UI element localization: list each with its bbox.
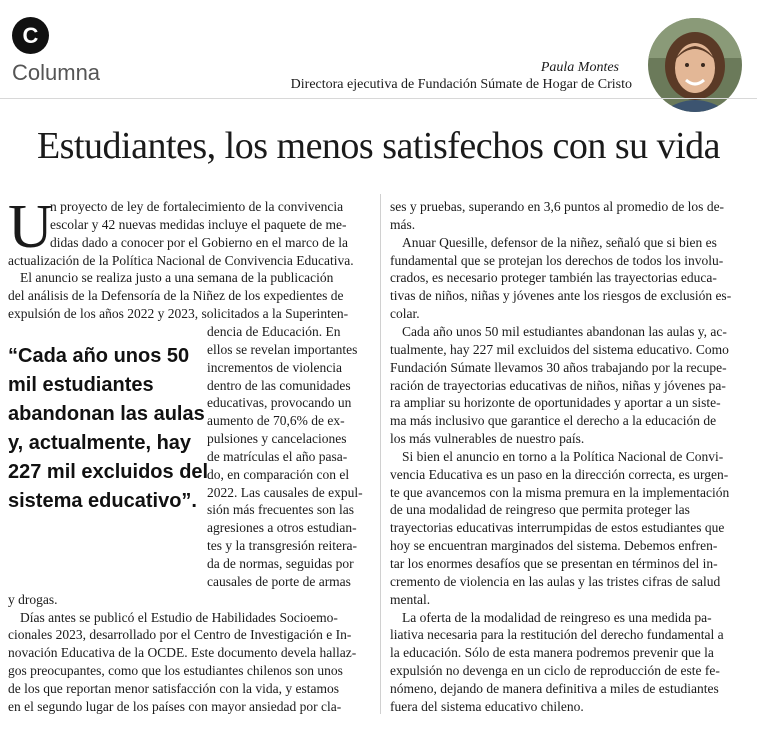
body-line: do, en comparación con el [207,466,350,482]
body-line: Cada año unos 50 mil estudiantes abandonan las aulas y, ac- [402,323,727,339]
section-label: Columna [12,60,101,85]
body-line: del análisis de la Defensoría de la Niñez de los expedientes de [8,288,344,304]
body-line: cionales 2023, desarrollado por el Centro de Investigación e In- [8,627,352,643]
header-divider [0,98,757,99]
body-line: crados, es necesario proteger también las trayectorias educa- [390,270,717,286]
body-line: la educación. Sólo de esta manera podremos prevenir que la [390,645,714,661]
body-line: ma más inclusivo que garantice el derecho a la educación de [390,413,717,429]
body-line: expulsión de los años 2022 y 2023, solicitados a la Superinten- [8,306,349,322]
body-line: tualmente, hay 227 mil excluidos del sistema educativo. Como [390,341,729,357]
author-name: Paula Montes [540,60,619,75]
body-line: causales de porte de armas [207,573,351,589]
pull-quote [8,342,209,516]
body-line: fundamental que se protejan los derechos de todos los involu- [390,252,724,268]
body-line: mental. [390,591,431,607]
body-line: gos preocupantes, como que los estudiantes chilenos son unos [8,663,343,679]
section-badge: C [12,17,49,54]
drop-cap: U [8,193,53,261]
column-divider [380,194,381,714]
body-line: de los que reportan menor satisfacción con la vida, y estamos [8,680,340,696]
body-line: escolar y 42 nuevas medidas incluye el paquete de me- [50,216,347,232]
body-line: te que avancemos con la misma premura en la implementación [390,484,730,500]
body-line: hoy se encuentran marginados del sistema. Debemos enfren- [390,538,718,554]
body-line: dencia de Educación. En [207,323,341,339]
body-line: Fundación Súmate llevamos 30 años trabajando por la recupe- [390,359,727,375]
body-line: expulsión no devenga en un ciclo de reproducción de este fe- [390,663,720,679]
body-line: de una modalidad de reingreso que permita proteger las [390,502,690,518]
pull-quote-line: y, actualmente, hay [8,432,192,454]
body-line: de matrículas el año pasa- [207,448,348,464]
body-line: trayectorias educativas interrumpidas de estos estudiantes que [390,520,725,536]
body-line: cremento de violencia en las aulas y las tristes cifras de salud [390,573,721,589]
body-line: ra ampliar su horizonte de oportunidades y aportar a un siste- [390,395,721,411]
body-line: novación Educativa de la OCDE. Este documento devela hallaz- [8,645,357,661]
body-line: liativa necesaria para la restitución del derecho fundamental a [390,627,724,643]
body-line: colar. [390,306,420,322]
body-line: 2022. Las causales de expul- [207,484,363,500]
body-line: Días antes se publicó el Estudio de Habilidades Socioemo- [20,609,338,625]
body-line: tar los enormes desafíos que se presentan en términos del in- [390,556,718,571]
pull-quote-line: “Cada año unos 50 [8,345,190,367]
pull-quote-line: abandonan las aulas [8,403,205,425]
body-line: educativas, provocando un [207,395,352,411]
body-line: nómeno, dejando de manera definitiva a miles de estudiantes [390,680,719,696]
body-line: El anuncio se realiza justo a una semana de la publicación [20,270,334,286]
body-line: sión más frecuentes son las [207,502,354,518]
body-line: vencia Educativa es un paso en la dirección correcta, es urgen- [390,466,729,482]
body-line: aumento de 70,6% de ex- [207,413,345,429]
pull-quote-line: sistema educativo”. [8,490,197,512]
body-line: los más vulnerables de nuestro país. [390,431,585,447]
body-line: da de normas, seguidas por [207,556,354,571]
body-line: La oferta de la modalidad de reingreso es una medida pa- [402,609,712,625]
pull-quote-line: 227 mil excluidos del [8,461,209,483]
body-line: tivas de niños, niñas y jóvenes ante los riesgos de exclusión es- [390,288,732,304]
pull-quote-line: mil estudiantes [8,374,154,396]
body-line: didas dado a conocer por el Gobierno en el marco de la [50,234,349,250]
body-line: y drogas. [8,591,58,607]
body-line: Si bien el anuncio en torno a la Política Nacional de Convi- [402,448,724,464]
body-line: dentro de las comunidades [207,377,351,393]
body-line: ses y pruebas, superando en 3,6 puntos al promedio de los de- [390,199,725,214]
body-line: agresiones a otros estudian- [207,520,357,536]
body-line: ellos se revelan importantes [207,341,358,357]
body-line: ración de trayectorias educativas de niños, niñas y jóvenes pa- [390,377,726,393]
body-line: tes y la transgresión reitera- [207,538,357,554]
headline: Estudiantes, los menos satisfechos con su vida [36,125,721,167]
body-line: Anuar Quesille, defensor de la niñez, señaló que si bien es [402,234,717,250]
body-line: fuera del sistema educativo chileno. [390,698,584,714]
body-line: en el segundo lugar de los países con mayor ansiedad por cla- [8,698,342,714]
body-line: actualización de la Política Nacional de Convivencia Educativa. [8,252,354,268]
body-line: más. [390,216,416,232]
author-role: Directora ejecutiva de Fundación Súmate de Hogar de Cristo [290,77,632,92]
body-line: pulsiones y cancelaciones [207,431,347,447]
body-line: incrementos de violencia [207,359,342,375]
body-line: n proyecto de ley de fortalecimiento de la convivencia [50,199,344,214]
